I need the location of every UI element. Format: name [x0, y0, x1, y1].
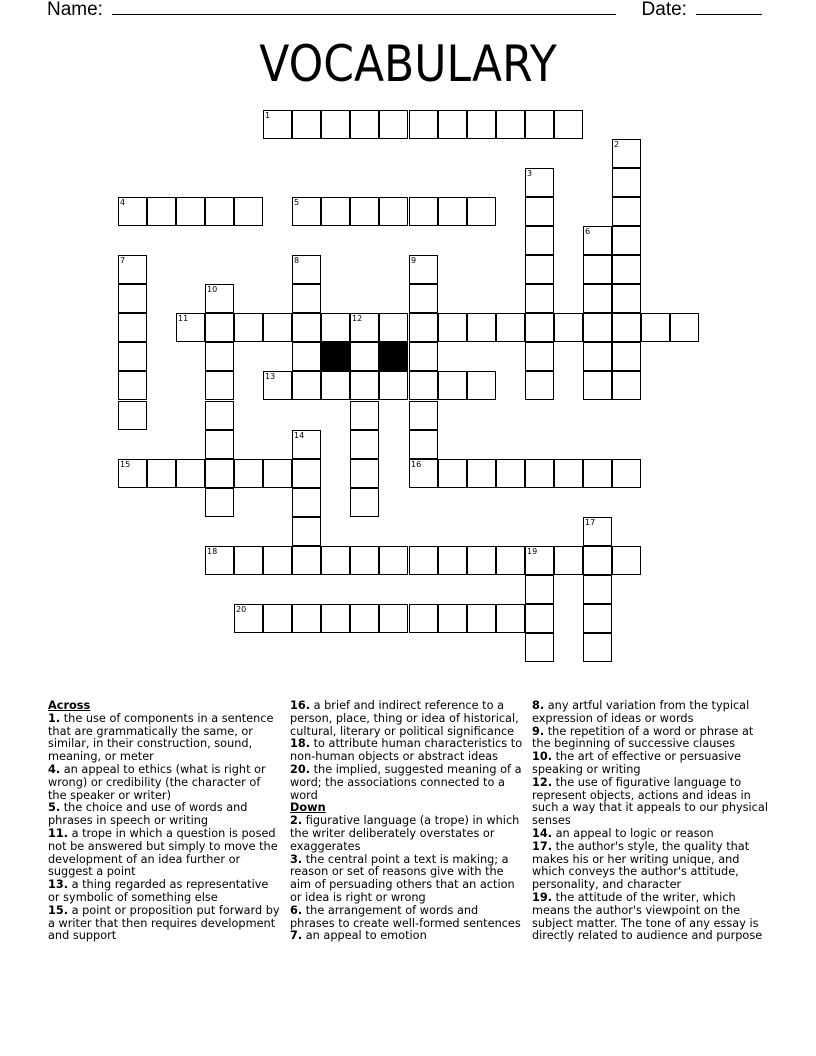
grid-cell[interactable] — [612, 255, 641, 284]
grid-cell[interactable] — [205, 546, 234, 575]
grid-cell[interactable] — [350, 197, 379, 226]
down-clue — [290, 815, 526, 853]
clue-text: the central point a text is making; a reason or set of reasons give with the aim of persuading others that an action or idea is right or wrong — [290, 852, 515, 904]
clue-number: 13 — [265, 372, 276, 381]
down-clue — [532, 892, 768, 943]
grid-cell[interactable] — [612, 168, 641, 197]
clue-number: 6 — [585, 227, 591, 236]
grid-cell[interactable] — [379, 110, 408, 139]
grid-cell[interactable] — [612, 284, 641, 313]
clues-column-3 — [532, 700, 768, 943]
clue-text: the repetition of a word or phrase at the beginning of successive clauses — [532, 724, 754, 751]
clue-number: 16 — [411, 460, 422, 469]
grid-cell[interactable] — [118, 197, 147, 226]
grid-cell[interactable] — [379, 604, 408, 633]
grid-cell[interactable] — [496, 110, 525, 139]
grid-cell[interactable] — [525, 284, 554, 313]
grid-cell[interactable] — [263, 604, 292, 633]
grid-cell[interactable] — [525, 197, 554, 226]
grid-cell[interactable] — [583, 342, 612, 371]
grid-cell[interactable] — [467, 459, 496, 488]
grid-cell[interactable] — [321, 110, 350, 139]
grid-cell[interactable] — [263, 371, 292, 400]
grid-cell[interactable] — [525, 604, 554, 633]
grid-cell[interactable] — [321, 371, 350, 400]
name-label: Name: — [47, 0, 103, 20]
clue-number: 17 — [585, 518, 596, 527]
black-cell — [379, 342, 408, 371]
grid-cell[interactable] — [554, 313, 583, 342]
clue-number-label: 17. — [532, 839, 553, 853]
clue-text: the attitude of the writer, which means the author's viewpoint on the subject matter. The tone of any essay is directly related to audience and purpose — [532, 890, 763, 943]
grid-cell[interactable] — [409, 342, 438, 371]
clue-number-label: 10. — [532, 750, 553, 764]
grid-cell[interactable] — [234, 197, 263, 226]
grid-cell[interactable] — [205, 313, 234, 342]
grid-cell[interactable] — [467, 197, 496, 226]
grid-cell[interactable] — [292, 546, 321, 575]
grid-cell[interactable] — [350, 371, 379, 400]
clue-number: 19 — [527, 547, 538, 556]
clue-number: 1 — [265, 111, 271, 120]
grid-cell[interactable] — [583, 459, 612, 488]
grid-cell[interactable] — [205, 488, 234, 517]
grid-cell[interactable] — [409, 284, 438, 313]
clue-number-label: 1. — [48, 711, 61, 725]
clue-number-label: 13. — [48, 878, 69, 892]
clue-number: 7 — [120, 256, 126, 265]
grid-cell[interactable] — [321, 604, 350, 633]
grid-cell[interactable] — [379, 546, 408, 575]
across-clue — [48, 713, 280, 764]
grid-cell[interactable] — [292, 313, 321, 342]
clue-text: an appeal to logic or reason — [555, 826, 714, 840]
grid-cell[interactable] — [583, 604, 612, 633]
grid-cell[interactable] — [496, 604, 525, 633]
grid-cell[interactable] — [234, 546, 263, 575]
grid-cell[interactable] — [670, 313, 699, 342]
grid-cell[interactable] — [205, 459, 234, 488]
grid-cell[interactable] — [234, 459, 263, 488]
grid-cell[interactable] — [205, 430, 234, 459]
clue-number: 14 — [294, 431, 305, 440]
clue-number: 18 — [207, 547, 218, 556]
grid-cell[interactable] — [467, 546, 496, 575]
grid-cell[interactable] — [583, 313, 612, 342]
grid-cell[interactable] — [263, 459, 292, 488]
clue-text: any artful variation from the typical expression of ideas or words — [532, 699, 750, 725]
grid-cell[interactable] — [350, 459, 379, 488]
grid-cell[interactable] — [612, 226, 641, 255]
grid-cell[interactable] — [234, 604, 263, 633]
clue-number-label: 18. — [290, 737, 311, 751]
down-clue — [532, 726, 768, 752]
grid-cell[interactable] — [379, 371, 408, 400]
grid-cell[interactable] — [612, 546, 641, 575]
clue-text: a point or proposition put forward by a writer that then requires development and support — [48, 903, 280, 943]
grid-cell[interactable] — [350, 430, 379, 459]
down-clue — [290, 854, 526, 905]
grid-cell[interactable] — [147, 197, 176, 226]
grid-cell[interactable] — [350, 546, 379, 575]
grid-cell[interactable] — [118, 371, 147, 400]
grid-cell[interactable] — [350, 401, 379, 430]
clue-text: the implied, suggested meaning of a word; the associations connected to a word — [290, 762, 522, 802]
grid-cell[interactable] — [438, 371, 467, 400]
grid-cell[interactable] — [409, 110, 438, 139]
date-label: Date: — [641, 0, 687, 20]
grid-cell[interactable] — [379, 313, 408, 342]
grid-cell[interactable] — [350, 488, 379, 517]
clues-column-2 — [290, 700, 526, 943]
grid-cell[interactable] — [525, 459, 554, 488]
grid-cell[interactable] — [583, 255, 612, 284]
grid-cell[interactable] — [350, 313, 379, 342]
grid-cell[interactable] — [583, 284, 612, 313]
grid-cell[interactable] — [525, 168, 554, 197]
clue-number-label: 6. — [290, 903, 303, 917]
grid-cell[interactable] — [263, 110, 292, 139]
clue-number: 20 — [236, 605, 247, 614]
across-clue — [48, 879, 280, 905]
grid-cell[interactable] — [292, 284, 321, 313]
grid-cell[interactable] — [409, 546, 438, 575]
grid-cell[interactable] — [438, 110, 467, 139]
grid-cell[interactable] — [496, 459, 525, 488]
clues-column-1 — [48, 700, 280, 943]
clue-text: the use of components in a sentence that are grammatically the same, or similar, in their construction, sound, meaning, or meter — [48, 711, 274, 764]
grid-cell[interactable] — [176, 459, 205, 488]
grid-cell[interactable] — [438, 313, 467, 342]
grid-cell[interactable] — [292, 459, 321, 488]
grid-cell[interactable] — [467, 371, 496, 400]
grid-cell[interactable] — [379, 197, 408, 226]
grid-cell[interactable] — [409, 371, 438, 400]
grid-cell[interactable] — [118, 313, 147, 342]
clue-text: a thing regarded as representative or symbolic of something else — [48, 878, 269, 904]
grid-cell[interactable] — [525, 255, 554, 284]
grid-cell[interactable] — [292, 604, 321, 633]
clue-text: the use of figurative language to represent objects, actions and ideas in such a way that it appeals to our physical senses — [532, 775, 768, 828]
grid-cell[interactable] — [409, 401, 438, 430]
grid-cell[interactable] — [583, 546, 612, 575]
grid-cell[interactable] — [205, 284, 234, 313]
grid-cell[interactable] — [205, 342, 234, 371]
grid-cell[interactable] — [554, 110, 583, 139]
clue-number-label: 9. — [532, 724, 545, 738]
grid-cell[interactable] — [612, 342, 641, 371]
grid-cell[interactable] — [496, 546, 525, 575]
grid-cell[interactable] — [409, 255, 438, 284]
grid-cell[interactable] — [321, 546, 350, 575]
grid-cell[interactable] — [438, 459, 467, 488]
grid-cell[interactable] — [205, 197, 234, 226]
clue-number-label: 20. — [290, 762, 311, 776]
grid-cell[interactable] — [205, 371, 234, 400]
clue-number: 4 — [120, 198, 126, 207]
grid-cell[interactable] — [612, 371, 641, 400]
grid-cell[interactable] — [612, 313, 641, 342]
grid-cell[interactable] — [525, 226, 554, 255]
grid-cell[interactable] — [438, 197, 467, 226]
clue-number: 5 — [294, 198, 300, 207]
grid-cell[interactable] — [496, 313, 525, 342]
clue-number-label: 14. — [532, 826, 553, 840]
grid-cell[interactable] — [467, 110, 496, 139]
grid-cell[interactable] — [118, 284, 147, 313]
grid-cell[interactable] — [292, 197, 321, 226]
clue-text: the author's style, the quality that makes his or her writing unique, and which conveys the author's attitude, personality, and character — [532, 839, 750, 892]
grid-cell[interactable] — [292, 371, 321, 400]
clue-text: an appeal to emotion — [305, 929, 427, 943]
across-clue — [290, 764, 526, 802]
grid-cell[interactable] — [292, 255, 321, 284]
clue-number: 2 — [614, 140, 620, 149]
grid-cell[interactable] — [554, 546, 583, 575]
grid-cell[interactable] — [612, 197, 641, 226]
down-clue — [290, 905, 526, 931]
grid-cell[interactable] — [409, 313, 438, 342]
grid-cell[interactable] — [118, 401, 147, 430]
clue-number-label: 15. — [48, 903, 69, 917]
grid-cell[interactable] — [321, 197, 350, 226]
grid-cell[interactable] — [263, 546, 292, 575]
grid-cell[interactable] — [409, 197, 438, 226]
clue-text: an appeal to ethics (what is right or wrong) or credibility (the character of the speaker or writer) — [48, 762, 266, 802]
grid-cell[interactable] — [583, 575, 612, 604]
grid-cell[interactable] — [321, 313, 350, 342]
grid-cell[interactable] — [350, 342, 379, 371]
grid-cell[interactable] — [118, 459, 147, 488]
worksheet-title: VOCABULARY — [259, 35, 557, 93]
across-clue — [48, 828, 280, 879]
grid-cell[interactable] — [147, 459, 176, 488]
grid-cell[interactable] — [176, 313, 205, 342]
grid-cell[interactable] — [350, 110, 379, 139]
clue-text: figurative language (a trope) in which the writer deliberately overstates or exaggerates — [290, 814, 520, 853]
grid-cell[interactable] — [612, 139, 641, 168]
grid-cell[interactable] — [409, 604, 438, 633]
clue-text: a trope in which a question is posed not be answered but simply to move the development of an idea further or suggest a point — [48, 826, 278, 879]
grid-cell[interactable] — [583, 633, 612, 662]
grid-cell[interactable] — [292, 342, 321, 371]
grid-cell[interactable] — [641, 313, 670, 342]
grid-cell[interactable] — [118, 342, 147, 371]
grid-cell[interactable] — [263, 313, 292, 342]
down-clue — [532, 841, 768, 892]
clue-number-label: 19. — [532, 890, 553, 904]
across-clue — [48, 802, 280, 828]
across-clue — [48, 905, 280, 943]
grid-cell[interactable] — [525, 342, 554, 371]
grid-cell[interactable] — [554, 459, 583, 488]
grid-cell[interactable] — [118, 255, 147, 284]
clue-section-heading: Across — [48, 699, 91, 712]
grid-cell[interactable] — [583, 371, 612, 400]
grid-cell[interactable] — [583, 517, 612, 546]
clue-number-label: 2. — [290, 814, 303, 828]
grid-cell[interactable] — [438, 604, 467, 633]
grid-cell[interactable] — [409, 430, 438, 459]
grid-cell[interactable] — [205, 401, 234, 430]
grid-cell[interactable] — [438, 546, 467, 575]
black-cell — [321, 342, 350, 371]
grid-cell[interactable] — [292, 430, 321, 459]
clue-number: 3 — [527, 169, 533, 178]
down-clue — [532, 777, 768, 828]
clue-number: 9 — [411, 256, 417, 265]
clue-number-label: 3. — [290, 852, 303, 866]
grid-cell[interactable] — [525, 575, 554, 604]
clue-text: the art of effective or persuasive speaking or writing — [532, 750, 742, 776]
clue-number: 15 — [120, 460, 131, 469]
grid-cell[interactable] — [525, 371, 554, 400]
clue-number-label: 8. — [532, 699, 545, 712]
grid-cell[interactable] — [583, 226, 612, 255]
clue-section-heading: Down — [290, 801, 326, 815]
grid-cell[interactable] — [234, 313, 263, 342]
grid-cell[interactable] — [467, 313, 496, 342]
clue-text: to attribute human characteristics to non-human objects or abstract ideas — [290, 737, 523, 764]
clue-text: the choice and use of words and phrases in speech or writing — [48, 801, 248, 828]
grid-cell[interactable] — [612, 459, 641, 488]
clue-number: 12 — [352, 314, 363, 323]
clue-number: 11 — [178, 314, 189, 323]
grid-cell[interactable] — [292, 517, 321, 546]
grid-cell[interactable] — [525, 633, 554, 662]
clue-text: a brief and indirect reference to a person, place, thing or idea of historical, cultural, literary or political significance — [290, 699, 519, 738]
grid-cell[interactable] — [467, 604, 496, 633]
down-clue — [290, 930, 526, 943]
grid-cell[interactable] — [525, 313, 554, 342]
clue-number-label: 12. — [532, 775, 553, 789]
across-clue — [290, 738, 526, 764]
grid-cell[interactable] — [525, 110, 554, 139]
clue-number: 10 — [207, 285, 218, 294]
clue-number-label: 5. — [48, 801, 61, 815]
grid-cell[interactable] — [292, 110, 321, 139]
across-clue — [48, 764, 280, 802]
grid-cell[interactable] — [292, 488, 321, 517]
down-clue — [532, 700, 768, 726]
grid-cell[interactable] — [350, 604, 379, 633]
clue-number-label: 16. — [290, 699, 311, 712]
grid-cell[interactable] — [176, 197, 205, 226]
grid-cell[interactable] — [525, 546, 554, 575]
clue-number: 8 — [294, 256, 300, 265]
clue-number-label: 7. — [290, 929, 303, 943]
clue-number-label: 11. — [48, 826, 69, 840]
clue-number-label: 4. — [48, 762, 61, 776]
grid-cell[interactable] — [409, 459, 438, 488]
across-clue — [290, 700, 526, 738]
clue-text: the arrangement of words and phrases to create well-formed sentences — [290, 903, 521, 930]
down-clue — [532, 751, 768, 777]
